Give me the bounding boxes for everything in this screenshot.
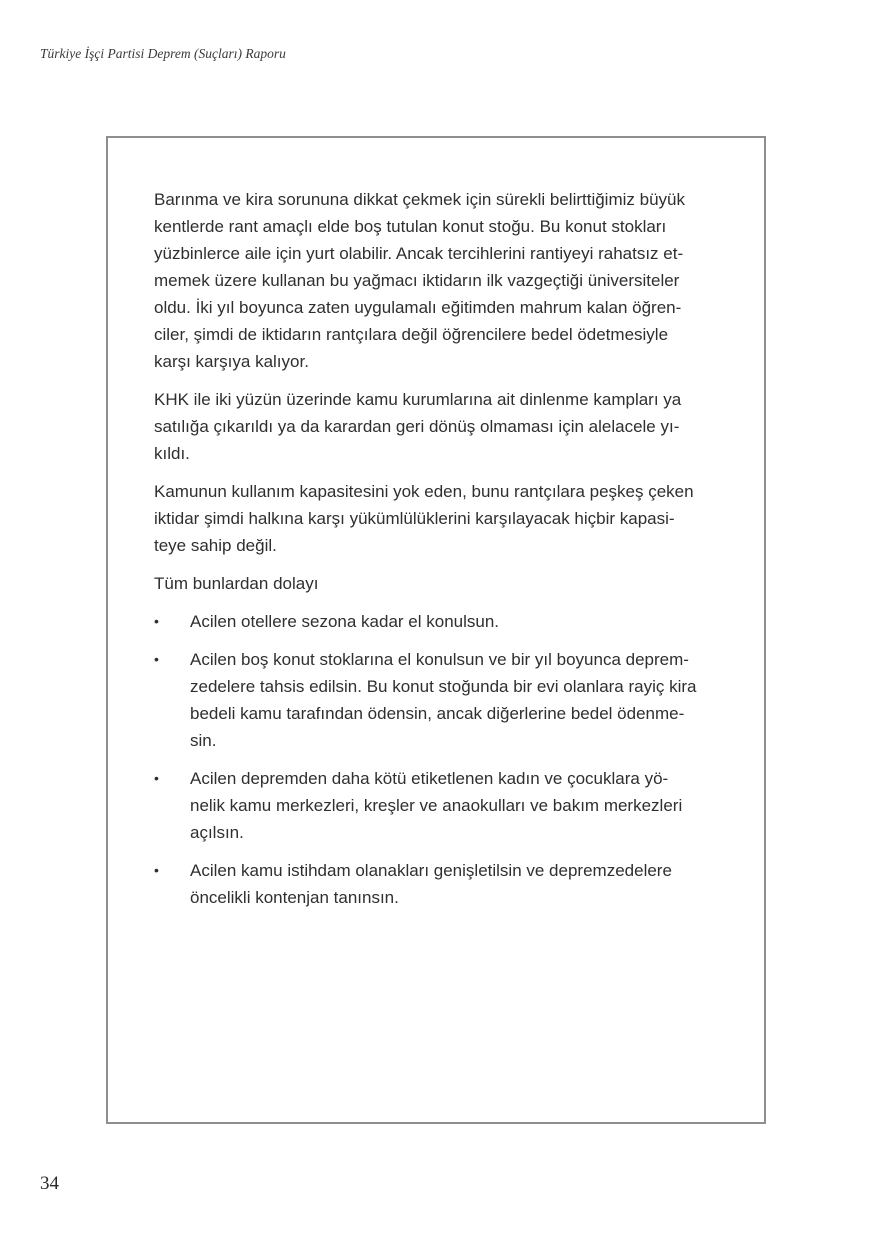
bullet-icon: • [154,613,159,629]
list-item-text: Acilen kamu istihdam olanakları genişletilsin ve depremzedelere öncelikli kontenjan tanınsın. [190,861,672,907]
paragraph-khk-camps: KHK ile iki yüzün üzerinde kamu kurumlarına ait dinlenme kampları ya satılığa çıkarıldı ya da karardan geri dönüş olmaması için alelacele yı- kıldı. [154,390,682,463]
list-item [154,646,724,754]
list-item [154,857,724,911]
page-number: 34 [40,1173,59,1194]
list-item-text: Acilen otellere sezona kadar el konulsun. [190,612,500,631]
framed-text-box [106,136,766,1124]
paragraph-housing: Barınma ve kira sorununa dikkat çekmek için sürekli belirttiğimiz büyük kentlerde rant amaçlı elde boş tutulan konut stoğu. Bu konut stokları yüzbinlerce aile için yurt olabilir. Ancak tercihlerini rantiyeyi rahatsız et- memek üzere kullanan bu yağmacı iktidarın ilk vazgeçtiği üniversiteler oldu. İki yıl boyunca zaten uygulamalı eğitimden mahrum kalan öğren- ciler, şimdi de iktidarın rantçılara değil öğrencilere bedel ödetmesiyle karşı karşıya kalıyor. [154,190,685,371]
running-header: Türkiye İşçi Partisi Deprem (Suçları) Raporu [40,46,286,61]
list-item-text: Acilen depremden daha kötü etiketlenen kadın ve çocuklara yö- nelik kamu merkezleri, kreşler ve anaokulları ve bakım merkezleri açılsın. [190,769,683,842]
bullet-icon: • [154,862,159,878]
list-item [154,765,724,846]
bullet-icon: • [154,651,159,667]
demands-list [154,608,724,911]
paragraph-public-capacity: Kamunun kullanım kapasitesini yok eden, bunu rantçılara peşkeş çeken iktidar şimdi halkına karşı yükümlülüklerini karşılayacak hiçbir kapasi- teye sahip değil. [154,482,694,555]
list-item-text: Acilen boş konut stoklarına el konulsun ve bir yıl boyunca deprem- zedelere tahsis edilsin. Bu konut stoğunda bir evi olanlara rayiç kira bedeli kamu tarafından ödensin, ancak diğerlerine bedel ödenme- sin. [190,650,697,750]
box-content [154,186,724,922]
list-item [154,608,724,635]
paragraph-therefore: Tüm bunlardan dolayı [154,574,319,593]
bullet-icon: • [154,770,159,786]
